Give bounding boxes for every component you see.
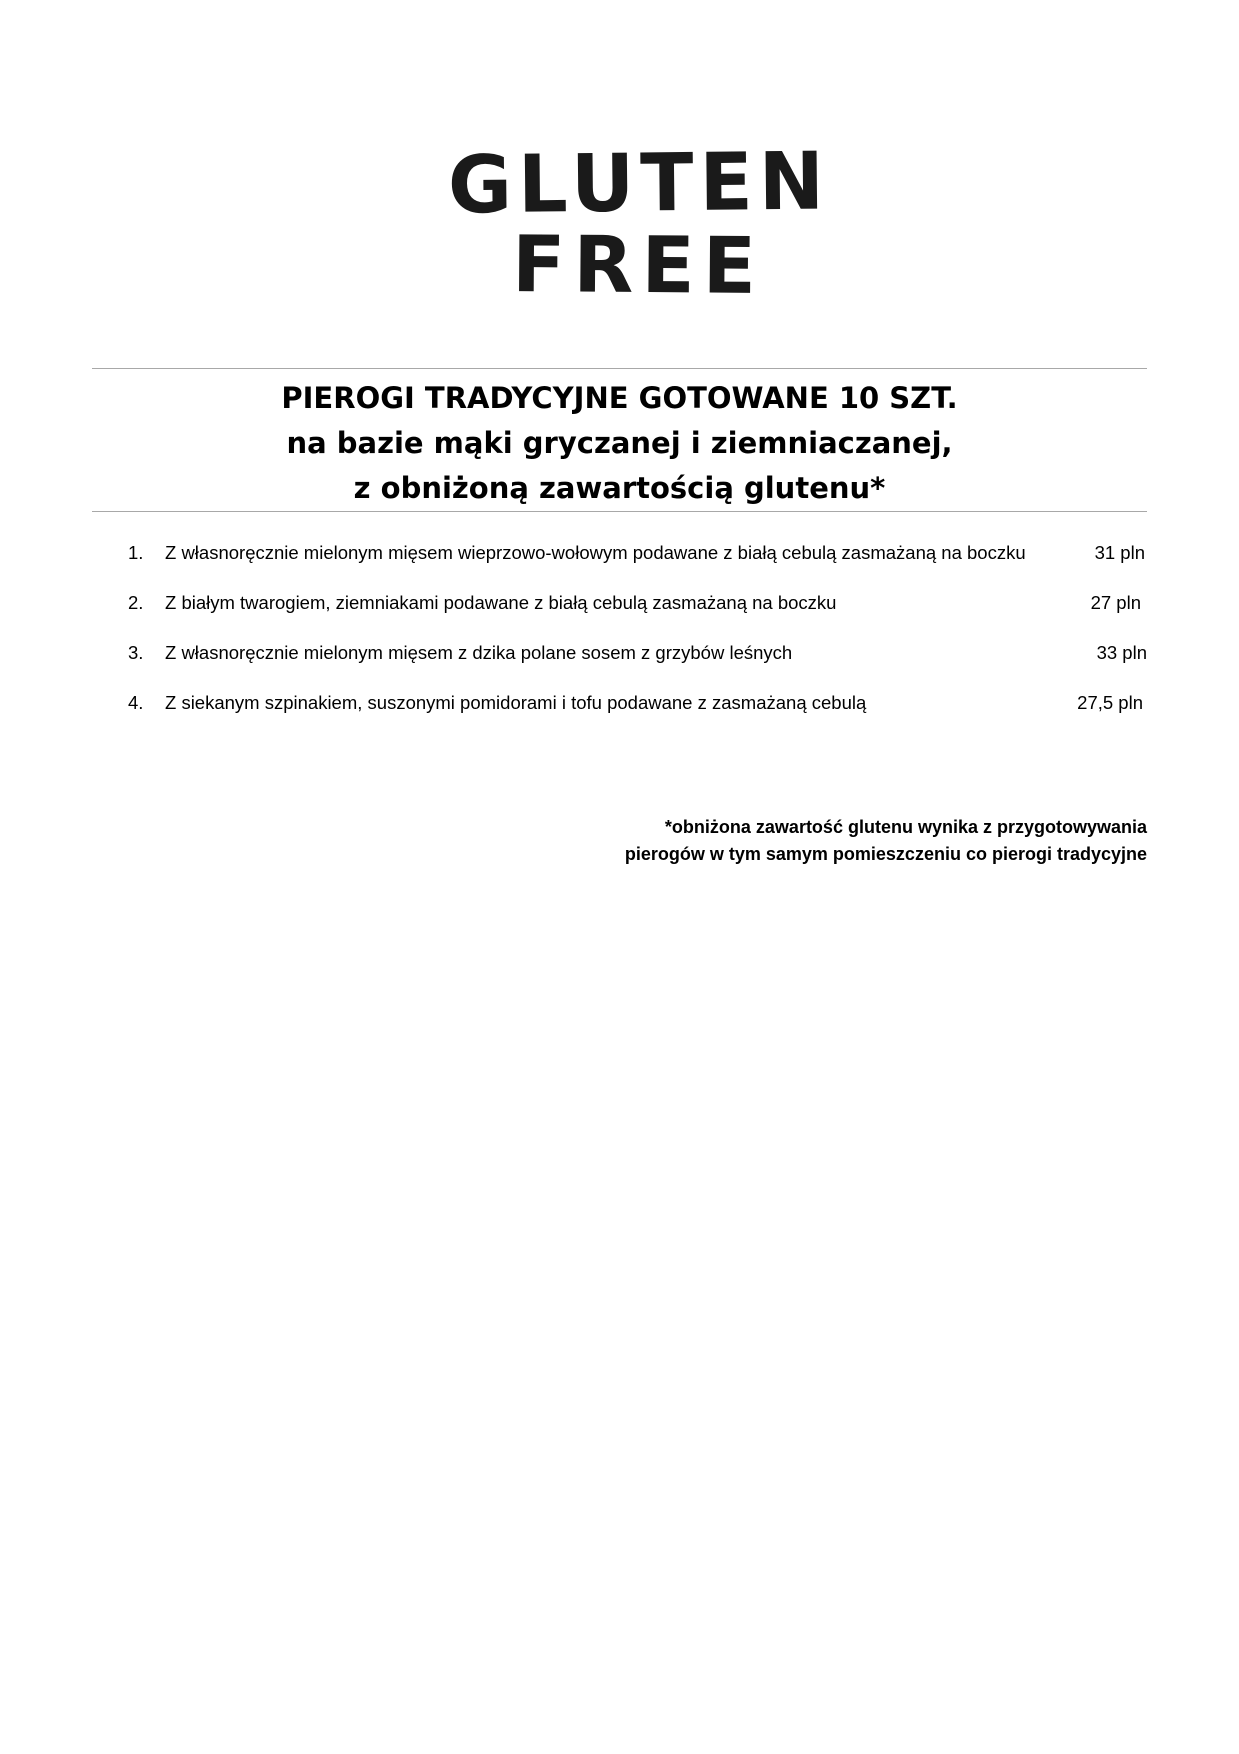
item-description: Z własnoręcznie mielonym mięsem wieprzowo-wołowym podawane z białą cebulą zasmażaną na boczku	[165, 542, 1026, 563]
item-price: 27,5 pln	[1077, 692, 1143, 713]
menu-item	[0, 538, 1239, 568]
item-number: 2.	[128, 592, 144, 613]
menu-item	[0, 688, 1239, 718]
item-description: Z siekanym szpinakiem, suszonymi pomidorami i tofu podawane z zasmażaną cebulą	[165, 692, 867, 713]
footnote-line-2: pierogów w tym samym pomieszczeniu co pierogi tradycyjne	[624, 844, 1147, 864]
divider-top	[92, 368, 1147, 369]
item-number: 1.	[128, 542, 144, 563]
item-description: Z własnoręcznie mielonym mięsem z dzika polane sosem z grzybów leśnych	[165, 642, 793, 663]
menu-heading	[92, 376, 1147, 511]
heading-title: PIEROGI TRADYCYJNE GOTOWANE 10 SZT.	[281, 381, 958, 415]
item-description: Z białym twarogiem, ziemniakami podawane z białą cebulą zasmażaną na boczku	[165, 592, 837, 613]
heading-subtitle: na bazie mąki gryczanej i ziemniaczanej,	[286, 426, 953, 460]
item-number: 4.	[128, 692, 144, 713]
heading-gluten-note: z obniżoną zawartością glutenu*	[353, 471, 886, 505]
logo-text-gluten: GLUTEN	[447, 136, 831, 232]
divider-bottom	[92, 511, 1147, 512]
footnote-line-1: *obniżona zawartość glutenu wynika z przygotowywania	[664, 817, 1147, 837]
gluten-free-logo	[447, 136, 831, 312]
menu-item	[0, 638, 1239, 668]
logo-text-free: FREE	[511, 220, 765, 312]
item-price: 31 pln	[1094, 542, 1145, 563]
item-number: 3.	[128, 642, 144, 663]
item-price: 33 pln	[1096, 642, 1147, 663]
item-price: 27 pln	[1090, 592, 1141, 613]
menu-item	[0, 588, 1239, 618]
gluten-footnote	[625, 814, 1147, 868]
